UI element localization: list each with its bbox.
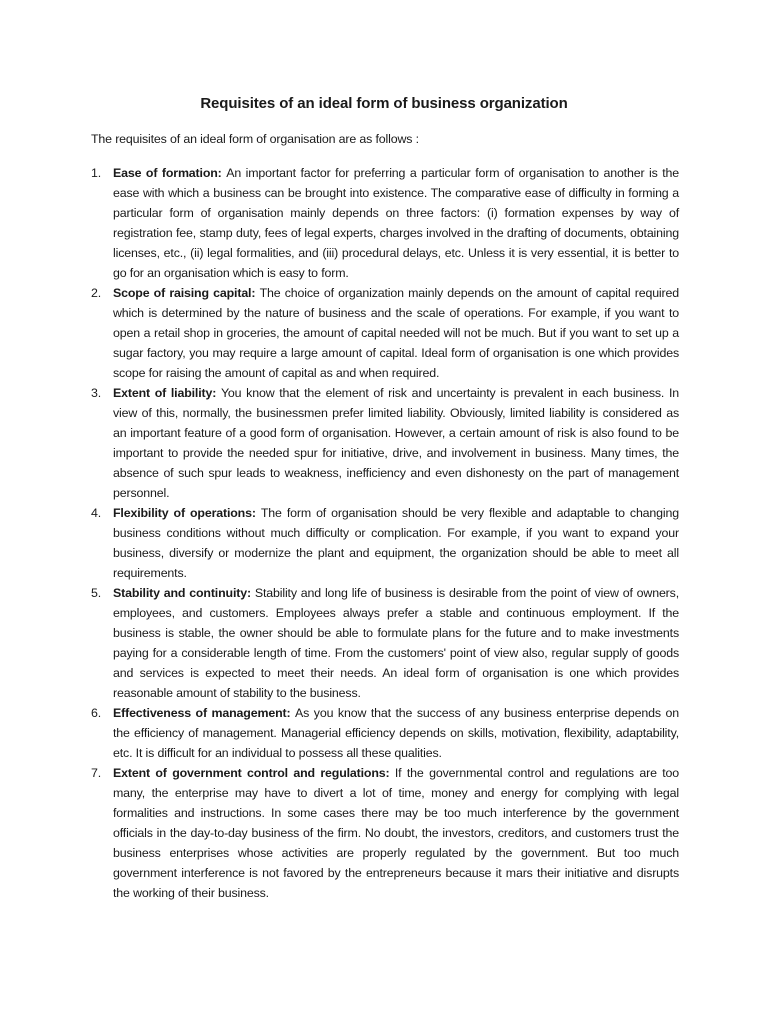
list-item-number: 4.	[91, 506, 102, 520]
list-item	[91, 703, 679, 763]
requisites-list	[91, 163, 679, 903]
list-item-heading: Effectiveness of management:	[113, 706, 296, 720]
list-item-number: 2.	[91, 286, 102, 300]
list-item-number: 7.	[91, 766, 102, 780]
intro-paragraph: The requisites of an ideal form of organisation are as follows :	[91, 132, 419, 146]
list-item-heading: Stability and continuity:	[113, 586, 255, 600]
list-item	[91, 583, 679, 703]
list-item-heading: Extent of government control and regulations:	[113, 766, 395, 780]
list-item-heading: Ease of formation:	[113, 166, 227, 180]
list-item	[91, 763, 679, 903]
list-item-number: 3.	[91, 386, 102, 400]
list-item-number: 1.	[91, 166, 102, 180]
list-item	[91, 503, 679, 583]
list-item	[91, 163, 679, 283]
list-item-heading: Scope of raising capital:	[113, 286, 260, 300]
list-item	[91, 383, 679, 503]
list-item-text: The form of organisation should be very flexible and adaptable to changing business conditions without much difficulty or complication. For example, if you want to expand your business, diversify or modernize the plant and equipment, the organization should be able to meet all requirements.	[113, 506, 679, 580]
list-item-heading: Flexibility of operations:	[113, 506, 261, 520]
list-item-number: 5.	[91, 586, 102, 600]
list-item-text: As you know that the success of any business enterprise depends on the efficiency of management. Managerial efficiency depends on skills, motivation, flexibility, adaptability, etc. It is difficult for an individual to possess all these qualities.	[113, 706, 680, 760]
list-item-text: You know that the element of risk and uncertainty is prevalent in each business. In view of this, normally, the businessmen prefer limited liability. Obviously, limited liability is considered as an important feature of a good form of organisation. However, a certain amount of risk is also found to be important to provide the needed spur for initiative, drive, and involvement in business. Many times, the absence of such spur leads to weakness, inefficiency and even dishonesty on the part of management personnel.	[113, 386, 679, 500]
list-item-heading: Extent of liability:	[113, 386, 221, 400]
list-item-text: An important factor for preferring a particular form of organisation to another is the ease with which a business can be brought into existence. The comparative ease of difficulty in forming a particular form of organisation mainly depends on three factors: (i) formation expenses by way of registration fee, stamp duty, fees of legal experts, charges involved in the drafting of documents, obtaining licenses, etc., (ii) legal formalities, and (iii) procedural delays, etc. Unless it is very essential, it is better to go for an organisation which is easy to form.	[113, 166, 680, 280]
list-item-text: The choice of organization mainly depends on the amount of capital required which is determined by the nature of business and the scale of operations. For example, if you want to open a retail shop in groceries, the amount of capital needed will not be much. But if you want to set up a sugar factory, you may require a large amount of capital. Ideal form of organisation is one which provides scope for raising the amount of capital as and when required.	[113, 286, 679, 380]
list-item-text: If the governmental control and regulations are too many, the enterprise may have to divert a lot of time, money and energy for complying with legal formalities and instructions. In some cases there may be too much interference by the government officials in the day-to-day business of the firm. No doubt, the investors, creditors, and customers trust the business enterprises whose activities are properly regulated by the government. But too much government interference is not favored by the entrepreneurs because it mars their initiative and disrupts the working of their business.	[113, 766, 679, 900]
list-item-text: Stability and long life of business is desirable from the point of view of owners, employees, and customers. Employees always prefer a stable and continuous employment. If the business is stable, the owner should be able to formulate plans for the future and to make investments paying for a considerable length of time. From the customers' point of view also, regular supply of goods and services is expected to meet their needs. An ideal form of organisation is one which provides reasonable amount of stability to the business.	[113, 586, 679, 700]
list-item-number: 6.	[91, 706, 102, 720]
document-title: Requisites of an ideal form of business organization	[200, 95, 568, 112]
list-item	[91, 283, 679, 383]
